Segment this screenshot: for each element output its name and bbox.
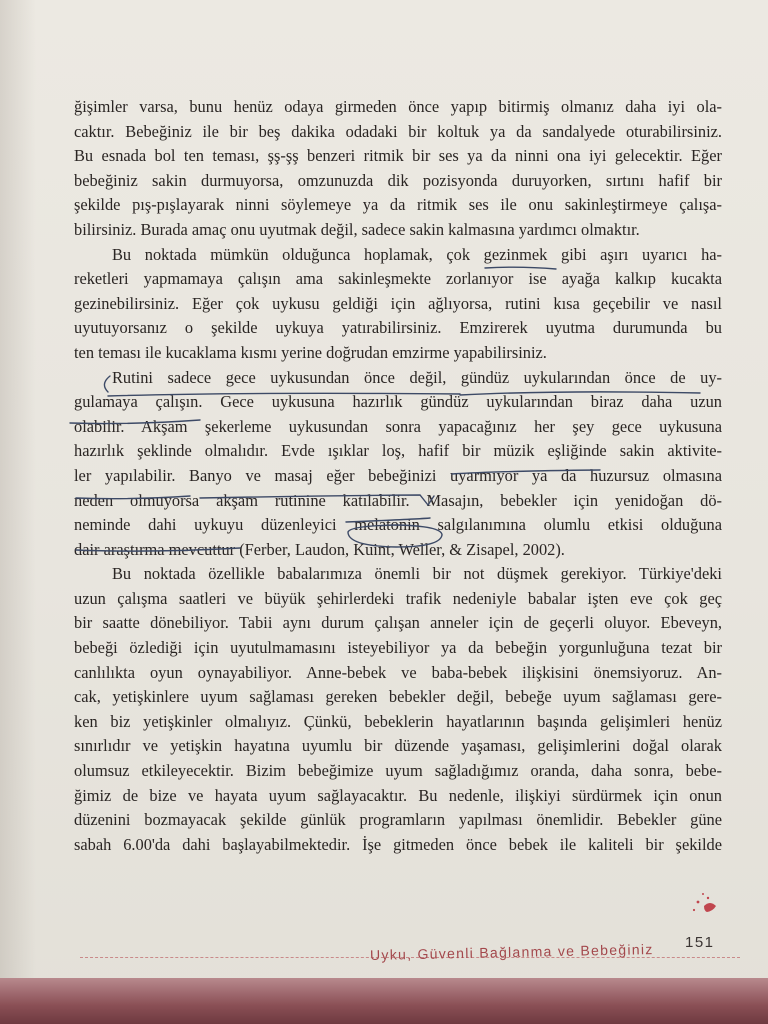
text-line: cak, yetişkinlere uyum sağlaması gereken bebekler değil, bebeğe uyum sağlaması gere- xyxy=(74,687,722,707)
page-number: 151 xyxy=(685,934,715,951)
cover-edge-band xyxy=(0,978,768,1024)
text-line: gezinebilirsiniz. Eğer çok uykusu geldiği için ağlıyorsa, rutini kısa geçebilir ve nasıl xyxy=(74,293,722,313)
text-line: bir saatte dönebiliyor. Tabii aynı durum çalışan anneler için de geçerli oluyor. Ebeveyn, xyxy=(74,613,722,633)
text-line: canlılıkta oyun oynayabiliyor. Anne-bebek ve baba-bebek ilişkisini önemsiyoruz. An- xyxy=(74,662,722,682)
text-line: ğimiz de bize ve hayata uyum sağlayacaktır. Bu nedenle, ilişkiyi sürdürmek için onun xyxy=(74,785,722,805)
page-gutter-shadow xyxy=(0,0,36,1024)
page-footer xyxy=(70,930,730,970)
text-line: ğişimler varsa, bunu henüz odaya girmeden önce yapıp bitirmiş olmanız daha iyi ola- xyxy=(74,97,722,116)
text-line: caktır. Bebeğiniz ile bir beş dakika odadaki bir koltuk ya da sandalyede oturabilirsiniz. xyxy=(74,121,722,141)
text-line: Bu esnada bol ten teması, şş-şş benzeri ritmik bir ses ya da ninni ona iyi gelecektir. Eğer xyxy=(74,146,722,166)
text-line: Bu noktada özellikle babalarımıza önemli bir not düşmek gerekiyor. Türkiye'deki xyxy=(112,564,722,584)
text-line: olumsuz etkileyecektir. Bizim bebeğimize uyum sağladığımız oranda, daha sonra, bebe- xyxy=(74,761,722,781)
text-line: Bu noktada mümkün olduğunca hoplamak, çok gezinmek gibi aşırı uyarıcı ha- xyxy=(112,244,722,264)
text-line: olabilir. Akşam şekerleme uykusundan sonra yapacağınız her şey gece uykusuna xyxy=(74,416,722,436)
text-line: ler yapılabilir. Banyo ve masaj eğer bebeğinizi uyarmıyor ya da huzursuz olmasına xyxy=(74,465,722,485)
paragraph-1 xyxy=(74,95,722,243)
text-line: reketleri yapmamaya çalışın ama sakinleşmekte zorlanıyor ise ayağa kalkıp kucakta xyxy=(74,269,722,289)
text-line: düzenini bozmayacak şekilde günlük programların yapılması önemlidir. Bebekler güne xyxy=(74,810,722,830)
text-line: neden olmuyorsa akşam rutinine katılabilir. Masajın, bebekler için yenidoğan dö- xyxy=(74,490,722,510)
text-line: neminde dahi uykuyu düzenleyici melatonin salgılanımına olumlu etkisi olduğuna xyxy=(74,515,722,535)
text-line: hazırlık şeklinde olmalıdır. Evde ışıklar loş, hafif bir müzik eşliğinde sakin aktivite- xyxy=(74,441,722,461)
text-line: Rutini sadece gece uykusundan önce değil, gündüz uykularından önce de uy- xyxy=(112,367,722,387)
text-line: uyutuyorsanız o şekilde uykuya yatırabilirsiniz. Emzirerek uyutma durumunda bu xyxy=(74,318,722,338)
text-line: uzun çalışma saatleri ve büyük şehirlerdeki trafik nedeniyle babalar işten eve çok geç xyxy=(74,588,722,608)
text-line: dair araştırma mevcuttur (Ferber, Laudon, Kuint, Weller, & Zisapel, 2002). xyxy=(74,539,565,559)
text-line: bebeğiniz sakin durmuyorsa, omzunuzda dik pozisyonda duruyorken, sırtını hafif bir xyxy=(74,170,722,190)
text-line: gulamaya çalışın. Gece uykusuna hazırlık gündüz uykularından biraz daha uzun xyxy=(74,392,722,412)
text-line: şekilde pış-pışlayarak ninni söylemeye ya da ritmik ses ile onu sakinleştirmeye çalışa- xyxy=(74,195,722,215)
text-line: bilirsiniz. Burada amaç onu uyutmak değil, sadece sakin kalmasına yardımcı olmaktır. xyxy=(74,219,640,239)
text-line: sabah 6.00'da dahi başlayabilmektedir. İşe gitmeden önce bebek ile kaliteli bir şekilde xyxy=(74,834,722,854)
paragraph-3 xyxy=(74,366,722,563)
text-line: sınırlıdır ve yetişkin hayatına uyumlu bir düzende yaşaması, gelişimlerini doğal olarak xyxy=(74,736,722,756)
paragraph-2 xyxy=(74,243,722,366)
body-text xyxy=(74,95,722,857)
running-title: Uyku, Güvenli Bağlanma ve Bebeğiniz xyxy=(369,941,654,963)
text-line: bebeği özlediği için uyutulmamasını isteyebiliyor ya da bebeğin yorgunluğuna tezat bir xyxy=(74,638,722,658)
text-line: ten teması ile kucaklama kısmı yerine doğrudan emzirme yapabilirsiniz. xyxy=(74,342,547,362)
bird-icon xyxy=(688,888,722,922)
paragraph-4 xyxy=(74,562,722,857)
text-line: ken biz yetişkinler olmalıyız. Çünkü, bebeklerin hayatlarının başında gelişimleri henüz xyxy=(74,711,722,731)
